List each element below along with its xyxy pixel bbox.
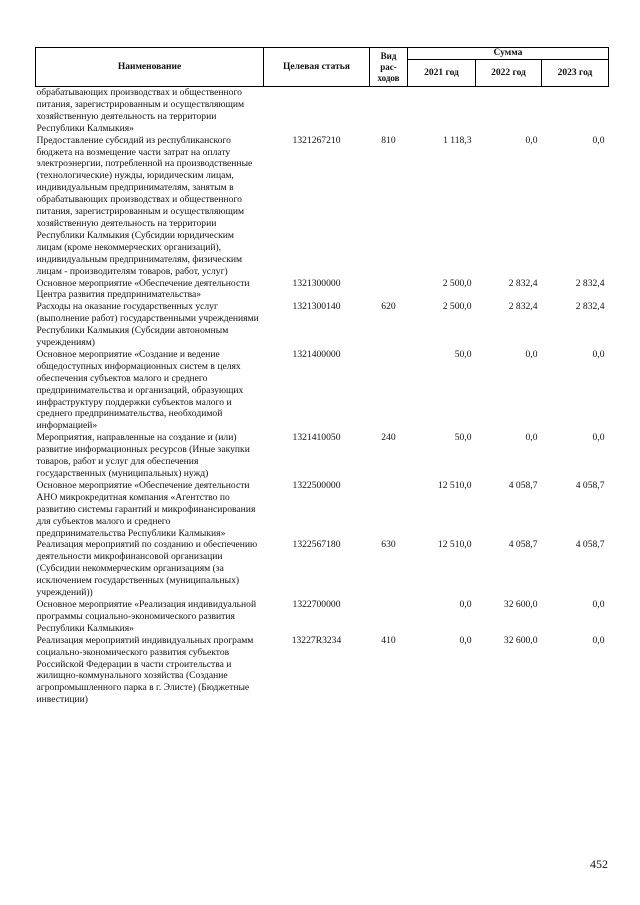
row-expense-type	[370, 599, 408, 635]
row-name: Расходы на оказание государственных услуг (выполнение работ) государственными учреждениями Республики Калмыкия (Субсидии автономным учреждениям)	[36, 301, 259, 349]
header-year-2021: 2021 год	[408, 60, 476, 87]
row-amount-2022: 4 058,7	[508, 479, 538, 491]
budget-table	[35, 47, 609, 706]
row-target-article	[264, 87, 370, 135]
row-amount-2022: 2 832,4	[508, 301, 538, 313]
row-target-article: 1321267210	[292, 134, 341, 146]
row-target-article: 1321410050	[292, 432, 341, 444]
row-amount-2021	[408, 87, 476, 135]
row-name: обрабатывающих производствах и общественного питания, зарегистрированным и осуществляющим хозяйственную деятельность на территории Республики Калмыкия»	[36, 87, 245, 134]
header-name: Наименование	[36, 48, 264, 87]
row-amount-2021: 1 118,3	[443, 134, 472, 146]
row-target-article: 1321300140	[292, 301, 341, 313]
row-amount-2021: 0,0	[459, 634, 472, 646]
row-name: Основное мероприятие «Создание и ведение общедоступных информационных систем в целях обеспечения субъектов малого и среднего предпринимательства и организаций, образующих инфраструктуру поддержки субъектов малого и среднего предпринимательства, необходимой информацией»	[36, 348, 244, 432]
row-amount-2023: 0,0	[592, 634, 605, 646]
table-row	[36, 278, 609, 302]
header-year-2023: 2023 год	[542, 60, 609, 87]
table-body	[36, 87, 609, 707]
row-target-article: 13227R3234	[291, 634, 342, 646]
row-amount-2023: 0,0	[592, 432, 605, 444]
row-target-article: 1321300000	[292, 277, 341, 289]
table-row	[36, 539, 609, 599]
row-target-article: 1322567180	[292, 539, 341, 551]
row-amount-2022: 0,0	[525, 134, 538, 146]
header-expense-type: Вид рас-ходов	[370, 48, 408, 87]
row-expense-type: 620	[381, 301, 396, 313]
row-name: Реализация мероприятий индивидуальных программ социально-экономического развития субъектов Российской Федерации в части строительства и жилищно-коммунального хозяйства (Создание агропромышленного парка в г. Элисте) (Бюджетные инвестиции)	[36, 634, 254, 706]
row-amount-2023: 4 058,7	[575, 539, 605, 551]
row-expense-type	[370, 349, 408, 432]
row-amount-2022	[476, 87, 542, 135]
row-name: Мероприятия, направленные на создание и (или) развитие информационных ресурсов (Иные закупки товаров, работ и услуг для обеспечения государственных (муниципальных) нужд)	[36, 432, 250, 479]
table-row	[36, 599, 609, 635]
row-amount-2023: 0,0	[592, 348, 605, 360]
row-amount-2022: 4 058,7	[508, 539, 538, 551]
row-target-article: 1321400000	[292, 348, 341, 360]
table-row	[36, 432, 609, 480]
row-amount-2021: 2 500,0	[442, 301, 472, 313]
row-amount-2021: 12 510,0	[437, 479, 472, 491]
row-expense-type	[370, 480, 408, 540]
row-amount-2021: 50,0	[454, 348, 472, 360]
header-target-article: Целевая статья	[264, 48, 370, 87]
row-target-article: 1322500000	[292, 479, 341, 491]
row-expense-type: 240	[381, 432, 396, 444]
row-amount-2022: 0,0	[525, 432, 538, 444]
row-amount-2022: 32 600,0	[503, 598, 538, 610]
row-amount-2023: 0,0	[592, 134, 605, 146]
row-target-article: 1322700000	[292, 598, 341, 610]
row-name: Предоставление субсидий из республиканского бюджета на возмещение части затрат на оплату электроэнергии, потребленной на производственные (технологические) нужды, юридическим лицам, индивидуальным предпринимателям, занятым в обрабатывающих производствах и общественного питания, зарегистрированным и осуществляющим хозяйственную деятельность на территории Республики Калмыкия (Субсидии юридическим лицам (кроме некоммерческих организаций), индивидуальным предпринимателям, физическим лицам - производителям товаров, работ, услуг)	[36, 134, 253, 277]
row-name: Реализация мероприятий по созданию и обеспечению деятельности микрофинансовой организации (Субсидии некоммерческим организациям (за исключением государственных (муниципальных) учреждений))	[36, 539, 258, 599]
row-amount-2023	[542, 87, 609, 135]
row-expense-type: 410	[381, 634, 396, 646]
page-number: 452	[590, 857, 608, 871]
row-expense-type: 630	[381, 539, 396, 551]
table-row	[36, 87, 609, 135]
row-amount-2021: 12 510,0	[437, 539, 472, 551]
row-amount-2021: 0,0	[459, 598, 472, 610]
row-expense-type: 810	[381, 134, 396, 146]
row-name: Основное мероприятие «Обеспечение деятельности Центра развития предпринимательства»	[36, 277, 250, 301]
table-row	[36, 135, 609, 278]
row-amount-2023: 2 832,4	[575, 301, 605, 313]
row-amount-2021: 2 500,0	[442, 277, 472, 289]
table-row	[36, 635, 609, 706]
row-name: Основное мероприятие «Обеспечение деятельности АНО микрокредитная компания «Агентство по развитию системы гарантий и микрофинансирования для субъектов малого и среднего предпринимательства Республики Калмыкия»	[36, 479, 256, 539]
row-amount-2022: 32 600,0	[503, 634, 538, 646]
table-row	[36, 301, 609, 349]
table-row	[36, 349, 609, 432]
row-name: Основное мероприятие «Реализация индивидуальной программы социально-экономического развития Республики Калмыкия»	[36, 598, 257, 634]
row-amount-2022: 2 832,4	[508, 277, 538, 289]
budget-table-page	[35, 47, 608, 706]
row-expense-type	[370, 87, 408, 135]
table-row	[36, 480, 609, 540]
row-amount-2023: 4 058,7	[575, 479, 605, 491]
row-amount-2023: 0,0	[592, 598, 605, 610]
header-sum: Сумма	[408, 48, 609, 60]
row-expense-type	[370, 278, 408, 302]
row-amount-2022: 0,0	[525, 348, 538, 360]
header-year-2022: 2022 год	[476, 60, 542, 87]
row-amount-2021: 50,0	[454, 432, 472, 444]
row-amount-2023: 2 832,4	[575, 277, 605, 289]
